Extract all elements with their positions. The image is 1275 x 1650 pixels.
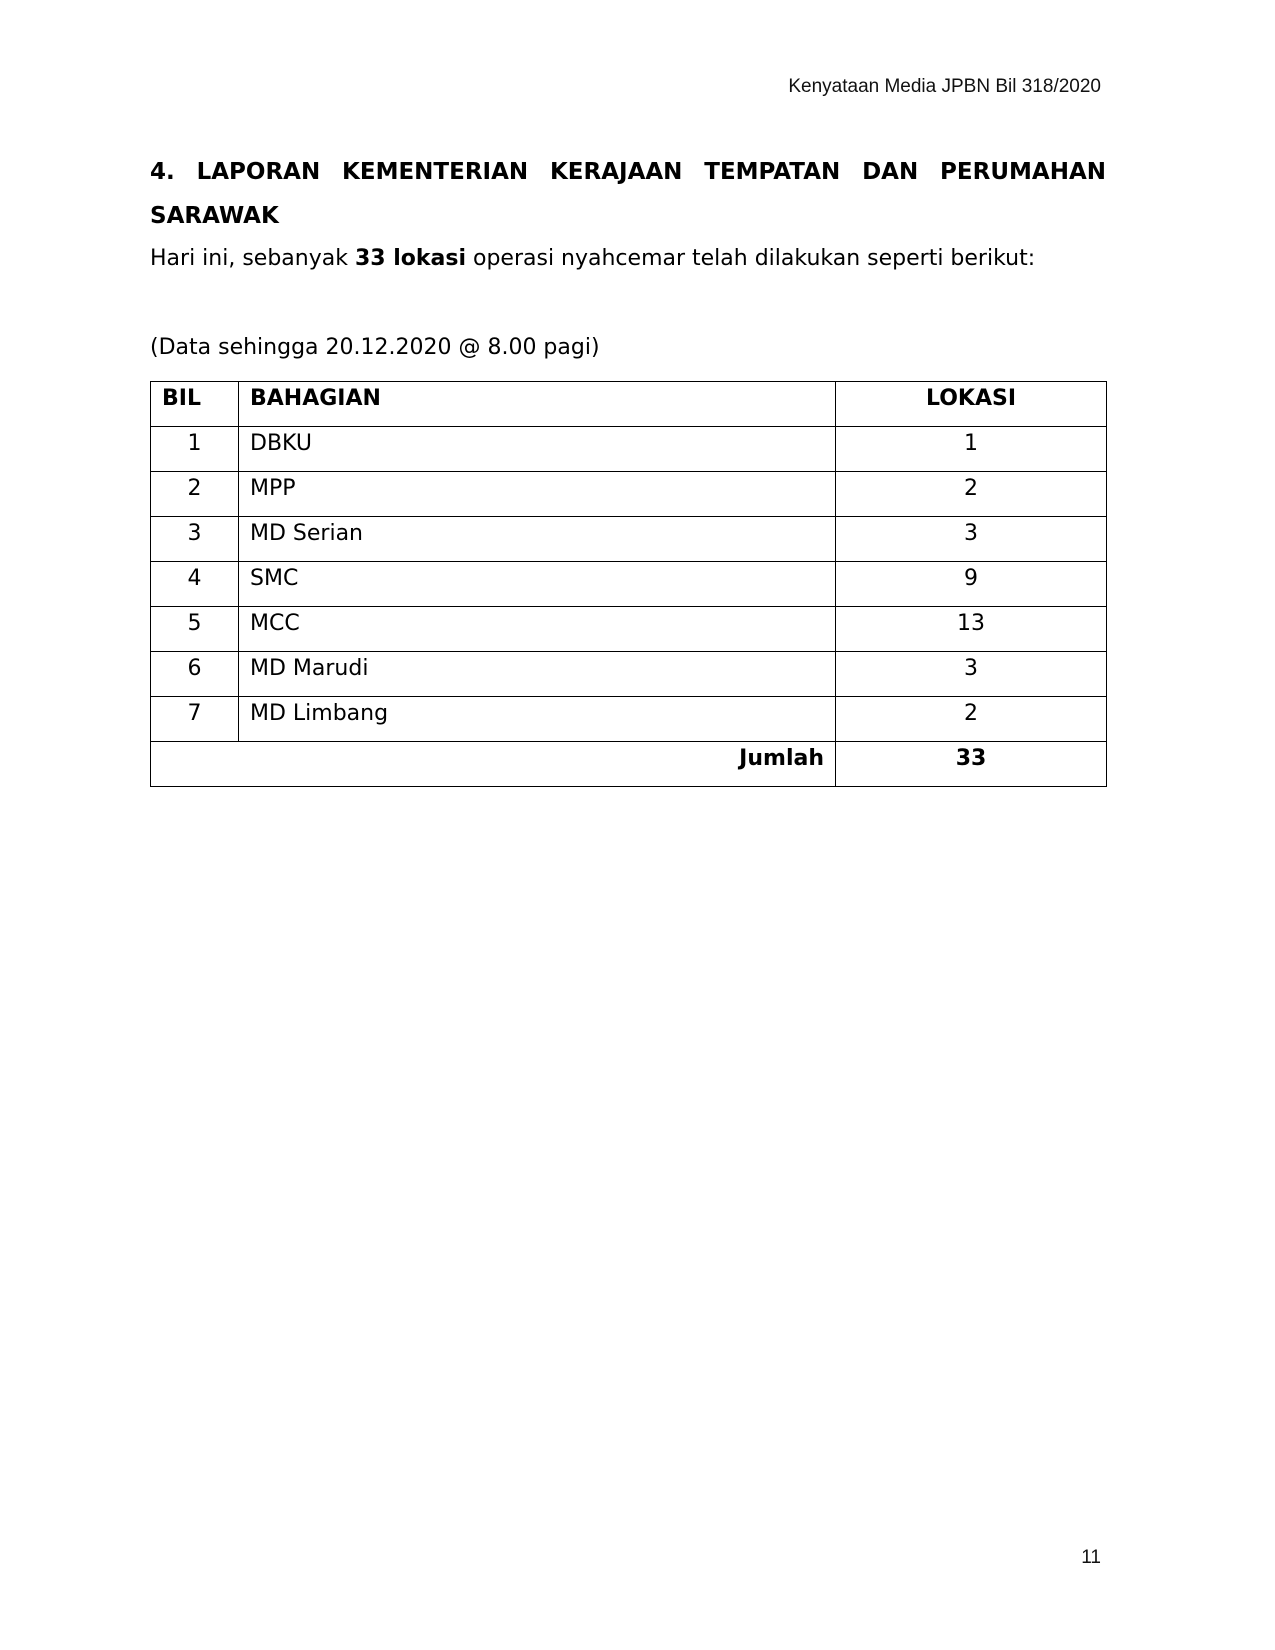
row-bahagian: MD Serian [239,517,836,562]
row-lokasi: 3 [836,517,1107,562]
header-lokasi: LOKASI [836,382,1107,427]
page-number: 11 [1081,1547,1101,1568]
table-header-row [151,382,1107,427]
row-bahagian: MCC [239,607,836,652]
header-bil: BIL [151,382,239,427]
table-row [151,517,1107,562]
row-bil: 7 [151,697,239,742]
total-value: 33 [836,742,1107,787]
row-lokasi: 13 [836,607,1107,652]
table-row [151,652,1107,697]
document-reference: Kenyataan Media JPBN Bil 318/2020 [788,76,1101,97]
row-bil: 6 [151,652,239,697]
intro-highlight: 33 lokasi [354,246,466,271]
table-total-row [151,742,1107,787]
row-lokasi: 1 [836,427,1107,472]
row-bahagian: MD Marudi [239,652,836,697]
row-lokasi: 3 [836,652,1107,697]
table-row [151,607,1107,652]
row-bil: 5 [151,607,239,652]
location-table [150,381,1107,787]
row-bil: 1 [151,427,239,472]
row-bil: 2 [151,472,239,517]
table-row [151,472,1107,517]
row-bahagian: MPP [239,472,836,517]
row-lokasi: 9 [836,562,1107,607]
row-lokasi: 2 [836,472,1107,517]
row-bahagian: DBKU [239,427,836,472]
section-heading: 4. LAPORAN KEMENTERIAN KERAJAAN TEMPATAN DAN PERUMAHAN SARAWAK [150,159,1106,229]
table-row [151,427,1107,472]
data-date-note: (Data sehingga 20.12.2020 @ 8.00 pagi) [150,335,600,360]
row-bahagian: MD Limbang [239,697,836,742]
row-bil: 3 [151,517,239,562]
row-bil: 4 [151,562,239,607]
row-bahagian: SMC [239,562,836,607]
table-row [151,697,1107,742]
intro-text-before: Hari ini, sebanyak [150,246,355,271]
total-label: Jumlah [151,742,836,787]
intro-text-after: operasi nyahcemar telah dilakukan seperti berikut: [466,246,1036,271]
row-lokasi: 2 [836,697,1107,742]
header-bahagian: BAHAGIAN [239,382,836,427]
table-row [151,562,1107,607]
intro-paragraph [150,244,1106,274]
